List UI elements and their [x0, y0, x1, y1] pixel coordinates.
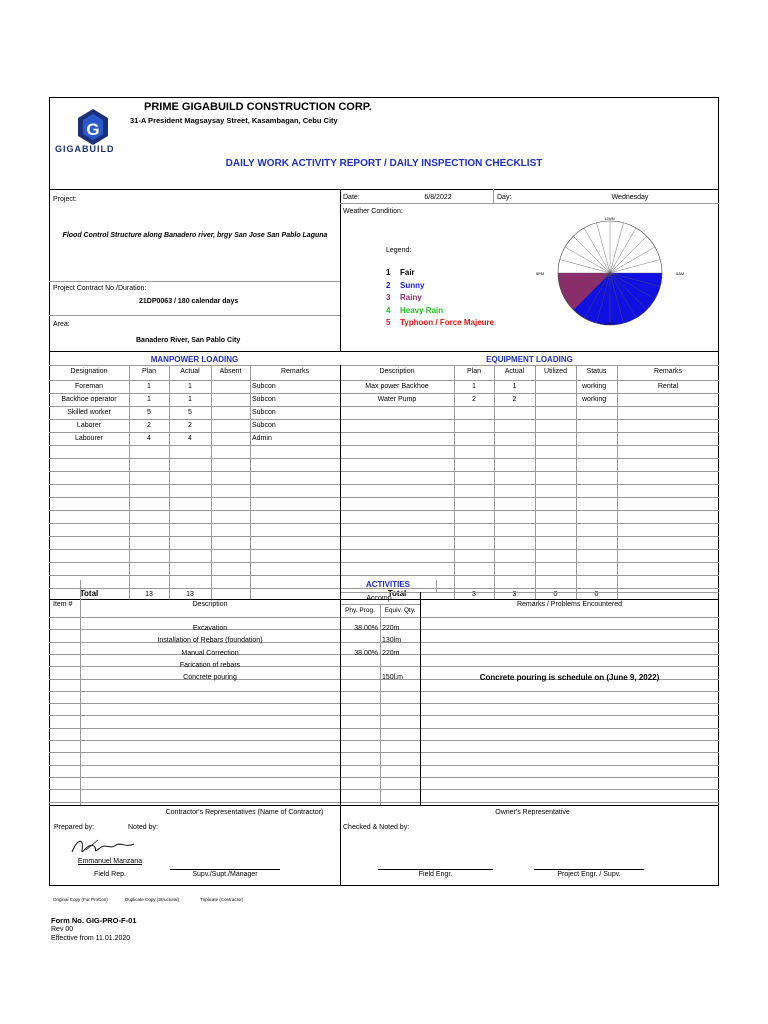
- equipment-cell: working: [582, 383, 607, 390]
- area-label: Area:: [53, 321, 70, 328]
- supv-label: Supv./Supt./Manager: [192, 871, 258, 878]
- manpower-cell: 1: [188, 383, 192, 390]
- activities-phy-header: Phy. Prog.: [345, 607, 375, 614]
- manpower-total-actual: 13: [186, 591, 194, 598]
- copy-triplicate: Triplicate (Contractor): [200, 897, 244, 902]
- field-engr-label: Field Engr.: [418, 871, 453, 878]
- equipment-total-label: Total: [387, 589, 407, 598]
- activity-desc: Concrete pouring: [183, 674, 237, 682]
- activity-desc: Manual Correction: [181, 649, 239, 657]
- legend-num: 3: [386, 293, 391, 302]
- legend-num: 5: [386, 318, 391, 327]
- manpower-cell: Subcon: [252, 422, 276, 429]
- clock-label-bottom: 12NN: [604, 321, 615, 326]
- equipment-cell: Rental: [657, 383, 679, 390]
- manpower-header: Designation: [70, 368, 108, 375]
- activity-desc: Farication of rebars: [179, 662, 241, 670]
- company-name: PRIME GIGABUILD CONSTRUCTION CORP.: [144, 101, 372, 113]
- area-value: Banadero River, San Pablo City: [136, 337, 241, 344]
- manpower-header: Absent: [219, 368, 242, 375]
- manpower-cell: Subcon: [252, 409, 276, 416]
- manpower-header: Remarks: [280, 368, 309, 375]
- clock-label-top: 12MN: [604, 216, 615, 221]
- equipment-header: Plan: [466, 368, 481, 375]
- checked-by-label: Checked & Noted by:: [343, 824, 410, 831]
- manpower-cell: Foreman: [74, 383, 103, 390]
- contract-label: Project Contract No./Duration:: [53, 285, 147, 292]
- manpower-cell: 2: [147, 422, 151, 429]
- equipment-header: Utilized: [544, 368, 567, 375]
- manpower-cell: Labourer: [74, 435, 104, 442]
- manpower-cell: 5: [188, 409, 192, 416]
- day-label: Day:: [497, 194, 512, 201]
- legend-text: Heavy Rain: [400, 305, 444, 315]
- legend-label: Legend:: [386, 247, 412, 254]
- manpower-total-plan: 13: [145, 591, 153, 598]
- equipment-cell: Water Pump: [377, 396, 417, 403]
- equipment-cell: 2: [512, 396, 517, 403]
- manpower-cell: Subcon: [252, 383, 276, 390]
- project-engr-label: Project Engr. / Supv.: [557, 871, 621, 878]
- clock-label-right: 6AM: [676, 271, 685, 276]
- activities-remarks-header: Remarks / Problems Encountered: [516, 601, 623, 608]
- date-label: Date:: [343, 194, 360, 201]
- activity-desc: Installation of Rebars (foundation): [157, 637, 263, 645]
- manpower-cell: Laborer: [76, 422, 102, 429]
- prepared-by-label: Prepared by:: [54, 824, 95, 831]
- weather-label: Weather Condition:: [343, 208, 403, 215]
- equipment-header: Status: [586, 368, 607, 375]
- manpower-cell: Skilled worker: [67, 409, 111, 416]
- company-address: 31-A President Magsaysay Street, Kasambagan, Cebu City: [130, 116, 338, 125]
- manpower-title: MANPOWER LOADING: [150, 355, 239, 364]
- activity-desc: Excavation: [192, 625, 228, 633]
- activities-qty-header: Equiv. Qty.: [384, 607, 416, 614]
- activities-item-header: Item #: [53, 601, 73, 608]
- equipment-total-utilized: 0: [553, 591, 558, 598]
- activities-desc-header: Description: [192, 601, 228, 608]
- manpower-cell: 2: [188, 422, 192, 429]
- equipment-total-plan: 3: [472, 591, 476, 598]
- equipment-cell: 1: [512, 383, 517, 390]
- equipment-cell: 2: [472, 396, 476, 403]
- legend-text: Fair: [400, 268, 415, 277]
- equipment-cell: 1: [472, 383, 476, 390]
- equipment-cell: Max power Backhoe: [365, 383, 429, 390]
- manpower-total-label: Total: [79, 589, 99, 598]
- legend-num: 2: [386, 280, 391, 290]
- contractor-label: Contractor's Representatives (Name of Contractor): [165, 809, 324, 816]
- clock-label-left: 6PM: [536, 271, 545, 276]
- equipment-header: Description: [379, 368, 415, 375]
- project-label: Project:: [53, 196, 77, 203]
- equipment-header: Remarks: [653, 368, 682, 375]
- manpower-header: Actual: [180, 368, 200, 375]
- manpower-header: Plan: [141, 368, 156, 375]
- activity-qty: 130lm: [382, 637, 402, 645]
- owner-label: Owner's Representative: [495, 809, 570, 816]
- contract-value: 21DP0063 / 180 calendar days: [139, 298, 239, 305]
- svg-text:G: G: [86, 120, 100, 139]
- field-rep-label: Field Rep.: [94, 871, 126, 878]
- day-value: Wednesday: [611, 194, 649, 201]
- manpower-cell: Backhoe operator: [61, 396, 117, 403]
- copy-duplicate: Duplicate Copy (Structural): [125, 897, 180, 902]
- report-title: DAILY WORK ACTIVITY REPORT / DAILY INSPECTION CHECKLIST: [225, 158, 543, 169]
- equipment-total-actual: 3: [512, 591, 517, 598]
- equipment-total-status: 0: [594, 591, 599, 598]
- activity-phy: 38.00%: [354, 649, 378, 657]
- activity-remark: Concrete pouring is schedule on (June 9, 2022): [479, 673, 660, 683]
- legend-text: Rainy: [400, 293, 422, 302]
- legend-text: Sunny: [400, 280, 425, 290]
- legend-num: 1: [386, 268, 391, 277]
- date-value: 6/8/2022: [424, 194, 452, 201]
- equipment-title: EQUIPMENT LOADING: [486, 355, 573, 364]
- equipment-cell: working: [582, 396, 607, 403]
- activity-qty: 150l.m: [382, 674, 404, 682]
- manpower-cell: 1: [147, 396, 151, 403]
- manpower-cell: Subcon: [252, 396, 276, 403]
- preparer-name: Emmanuel Manzana: [77, 858, 143, 865]
- activities-title: ACTIVITIES: [365, 580, 410, 589]
- legend-text: Typhoon / Force Majeure: [400, 318, 495, 327]
- copy-original: Original Copy (For ProCon): [53, 897, 108, 902]
- manpower-cell: 5: [147, 409, 151, 416]
- form-rev: Rev 00: [51, 926, 74, 933]
- manpower-cell: 4: [188, 435, 192, 442]
- form-number: Form No. GIG-PRO-F-01: [51, 916, 137, 925]
- legend-num: 4: [386, 305, 391, 315]
- activity-qty: 220m: [382, 649, 400, 657]
- form-effective: Effective from 11.01.2020: [51, 935, 131, 942]
- activities-accomp-header: Accomp.: [366, 595, 394, 602]
- weather-clock-chart: [520, 215, 700, 330]
- manpower-cell: Admin: [252, 435, 272, 442]
- manpower-cell: 4: [147, 435, 151, 442]
- noted-by-label: Noted by:: [128, 824, 158, 831]
- activity-qty: 220m: [382, 625, 400, 633]
- equipment-header: Actual: [504, 368, 525, 375]
- project-value: Flood Control Structure along Banadero river, brgy San Jose San Pablo Laguna: [62, 232, 328, 239]
- activity-phy: 38.00%: [354, 625, 378, 633]
- manpower-cell: 1: [188, 396, 192, 403]
- logo-text: GIGABUILD: [55, 144, 115, 154]
- manpower-cell: 1: [147, 383, 151, 390]
